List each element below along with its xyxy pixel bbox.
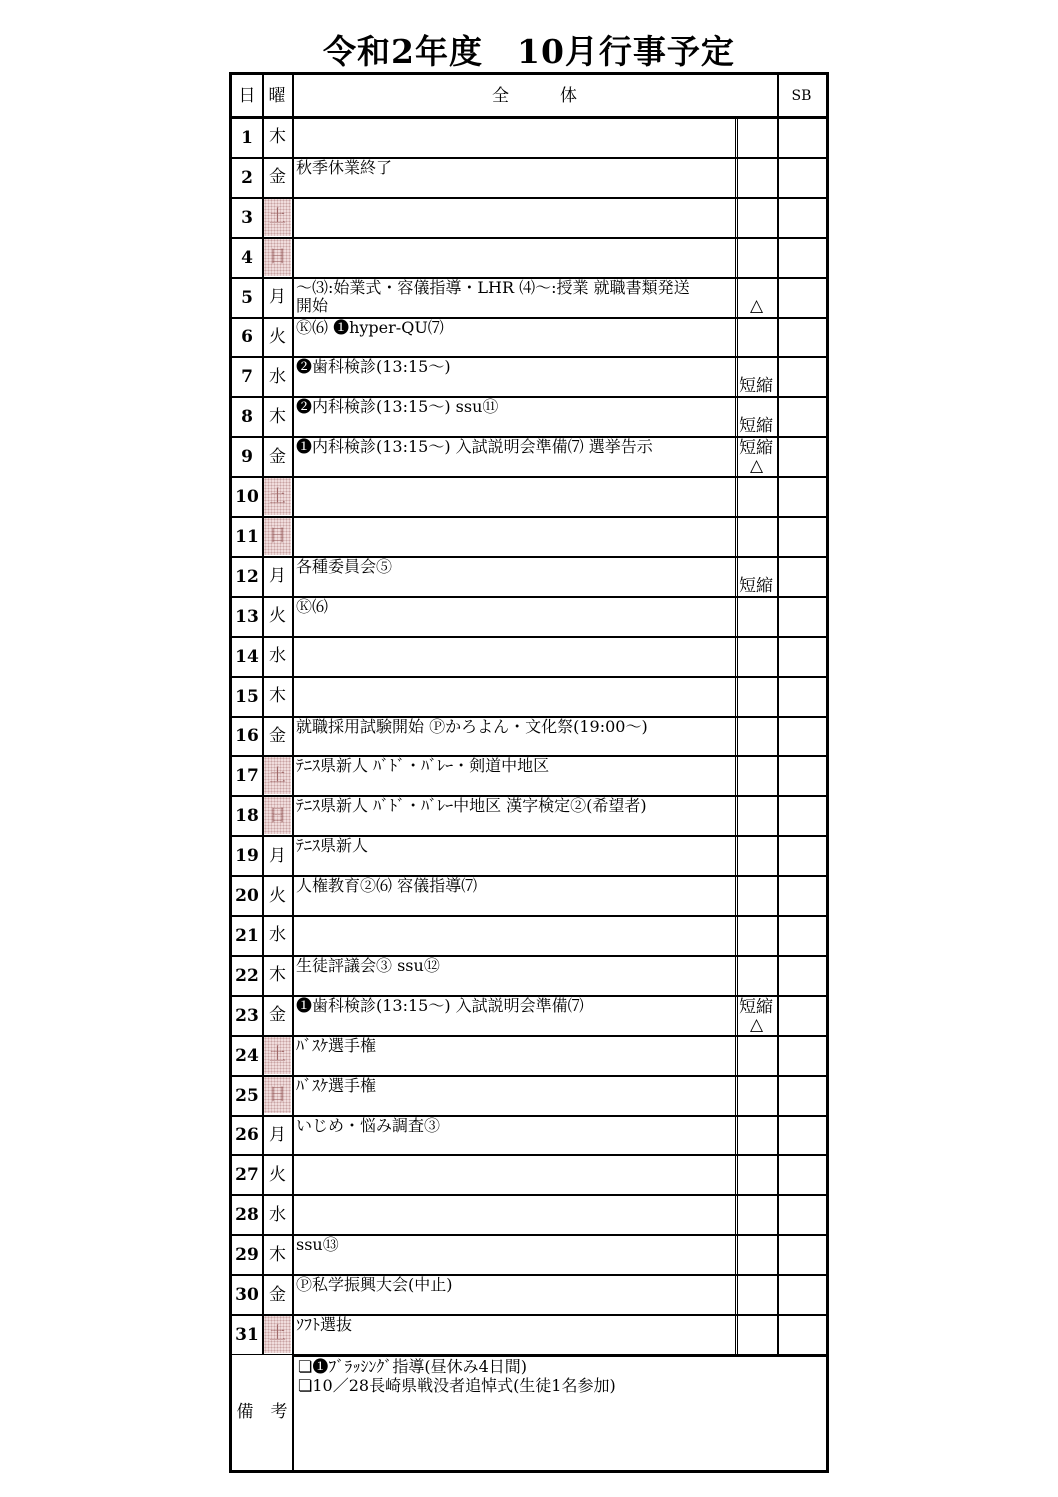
day-number: 26 [235,1125,259,1146]
header-day: 日 [238,85,256,106]
sb-cell [779,677,826,717]
sb-cell [779,118,826,158]
day-number: 31 [235,1324,259,1345]
weekday-cell: 水 [269,646,286,667]
status-mark [737,597,776,637]
sb-cell [779,717,826,757]
day-number: 9 [241,447,253,468]
sb-cell [779,397,826,437]
day-number: 23 [235,1005,259,1026]
sb-cell [779,836,826,876]
mark-line: 短縮 [739,996,773,1017]
weekday-cell: 火 [269,326,286,347]
event-text [294,477,734,517]
sb-cell [779,916,826,956]
remarks-list [294,1355,824,1466]
sb-cell [779,517,826,557]
sb-cell [779,437,826,477]
status-mark [737,437,776,477]
sb-cell [779,1036,826,1076]
day-number: 21 [235,925,259,946]
day-number: 19 [235,846,259,867]
weekday-cell: 水 [269,925,286,946]
weekday-cell: 土 [264,478,291,515]
mark-column-divider [735,118,738,1355]
status-mark [737,238,776,278]
status-mark [737,1116,776,1156]
weekday-cell: 日 [264,797,291,834]
weekday-cell: 金 [269,167,286,188]
status-mark [737,1076,776,1116]
day-number: 6 [241,327,253,348]
event-text: 各種委員会⑤ [296,556,393,576]
event-text: 秋季休業終了 [296,157,393,177]
event-text: ❶歯科検診(13:15～) 入試説明会準備⑺ [296,995,584,1015]
day-number: 18 [235,806,259,827]
sb-cell [779,996,826,1036]
event-text: ﾃﾆｽ県新人 [296,836,369,856]
status-mark [737,1235,776,1275]
weekday-cell: 木 [269,127,286,148]
sb-cell [779,597,826,637]
sb-cell [779,278,826,318]
weekday-cell: 土 [264,1037,291,1074]
event-text: Ⓚ⑹ [296,596,329,616]
status-mark [737,836,776,876]
status-mark [737,517,776,557]
day-number: 29 [235,1245,259,1266]
day-number: 8 [241,407,253,428]
header-whole: 全 体 [492,85,577,106]
status-mark [737,118,776,158]
event-text [294,637,734,677]
status-mark [737,1275,776,1315]
weekday-cell: 木 [269,965,286,986]
sb-cell [779,1275,826,1315]
sb-cell [779,158,826,198]
weekday-cell: 水 [269,1204,286,1225]
day-number: 22 [235,965,259,986]
event-text [294,118,734,158]
weekday-cell: 日 [264,1077,291,1114]
event-text: Ⓟ私学振興大会(中止) [296,1275,453,1295]
sb-cell [779,1116,826,1156]
mark-line: 短縮 [739,416,773,437]
weekday-cell: 木 [269,1244,286,1265]
schedule-table [229,72,829,1473]
status-mark [737,158,776,198]
sb-cell [779,756,826,796]
event-text: ﾊﾞｽｹ選手権 [296,1035,377,1055]
status-mark [737,198,776,238]
column-divider [292,75,294,1470]
weekday-cell: 日 [264,239,291,276]
day-number: 13 [235,606,259,627]
event-text: いじめ・悩み調査③ [296,1115,441,1135]
weekday-cell: 火 [269,885,286,906]
status-mark [737,357,776,397]
mark-line: 短縮 [739,438,773,459]
column-divider [262,75,264,1355]
weekday-cell: 火 [269,1164,286,1185]
mark-line: △ [749,296,764,317]
status-mark [737,1155,776,1195]
event-text [294,517,734,557]
sb-cell [779,238,826,278]
day-number: 4 [241,247,253,268]
weekday-cell: 金 [269,1284,286,1305]
day-number: 25 [235,1085,259,1106]
event-text: ｿﾌﾄ選抜 [296,1315,353,1334]
event-text: 就職採用試験開始 Ⓟかろよん・文化祭(19:00～) [296,716,648,736]
sb-cell [779,876,826,916]
day-number: 16 [235,726,259,747]
event-text [294,1155,734,1195]
day-number: 28 [235,1205,259,1226]
event-text [294,1195,734,1235]
sb-cell [779,1076,826,1116]
remark-item: ❏10／28長崎県戦没者追悼式(生徒1名参加) [298,1375,616,1395]
weekday-cell: 金 [269,1005,286,1026]
status-mark [737,637,776,677]
status-mark [737,717,776,757]
event-text: ❶内科検診(13:15～) 入試説明会準備⑺ 選挙告示 [296,437,653,457]
weekday-cell: 土 [264,199,291,236]
sb-cell [779,1195,826,1235]
mark-line: △ [749,1014,764,1035]
status-mark [737,318,776,358]
status-mark [737,876,776,916]
sb-cell [779,557,826,597]
day-number: 20 [235,886,259,907]
weekday-cell: 木 [269,406,286,427]
day-number: 11 [235,526,259,547]
day-number: 24 [235,1045,259,1066]
sb-cell [779,357,826,397]
status-mark [737,1195,776,1235]
sb-cell [779,637,826,677]
remark-item: ❏❶ﾌﾞﾗｯｼﾝｸﾞ指導(昼休み4日間) [298,1356,528,1376]
day-number: 15 [235,686,259,707]
mark-line: △ [749,456,764,477]
status-mark [737,956,776,996]
day-number: 7 [241,367,253,388]
sb-cell [779,198,826,238]
status-mark [737,278,776,318]
day-number: 2 [241,167,253,188]
remarks-label: 備 考 [232,1355,292,1470]
status-mark [737,1036,776,1076]
weekday-cell: 土 [264,757,291,794]
status-mark [737,796,776,836]
event-text [294,198,734,238]
event-text: ﾃﾆｽ県新人 ﾊﾞﾄﾞ・ﾊﾞﾚｰ・剣道中地区 [296,756,550,776]
status-mark [737,996,776,1036]
day-number: 5 [241,287,253,308]
weekday-cell: 火 [269,606,286,627]
status-mark [737,557,776,597]
event-text: ﾃﾆｽ県新人 ﾊﾞﾄﾞ・ﾊﾞﾚｰ中地区 漢字検定②(希望者) [296,796,647,816]
status-mark [737,756,776,796]
event-text: Ⓚ⑹ ❶hyper-QU⑺ [296,317,444,337]
weekday-cell: 月 [269,845,286,866]
status-mark [737,1315,776,1355]
weekday-cell: 土 [264,1316,291,1353]
event-text: ～⑶:始業式・容儀指導・LHR ⑷～:授業 就職書類発送 開始 [296,277,690,315]
event-text: ﾊﾞｽｹ選手権 [296,1075,377,1095]
day-number: 1 [241,127,253,148]
sb-cell [779,1155,826,1195]
event-text [294,677,734,717]
day-number: 30 [235,1285,259,1306]
day-number: 17 [235,766,259,787]
event-text [294,916,734,956]
weekday-cell: 金 [269,725,286,746]
event-text [294,238,734,278]
event-text: ❷歯科検診(13:15～) [296,357,451,377]
status-mark [737,677,776,717]
header-weekday: 曜 [268,85,286,106]
day-number: 12 [235,566,259,587]
weekday-cell: 月 [269,287,286,308]
status-mark [737,916,776,956]
sb-cell [779,477,826,517]
sb-cell [779,796,826,836]
sb-cell [779,1315,826,1355]
mark-line: 短縮 [739,575,773,596]
weekday-cell: 月 [269,1124,286,1145]
header-sb: SB [791,87,812,104]
status-mark [737,477,776,517]
event-text: ssu⑬ [296,1235,339,1255]
day-number: 27 [235,1165,259,1186]
sb-cell [779,318,826,358]
weekday-cell: 木 [269,686,286,707]
status-mark [737,397,776,437]
mark-line: 短縮 [739,376,773,397]
day-number: 3 [241,207,253,228]
weekday-cell: 日 [264,518,291,555]
day-number: 10 [235,487,259,508]
column-divider [777,75,779,1355]
event-text: ❷内科検診(13:15～) ssu⑪ [296,397,499,417]
sb-cell [779,1235,826,1275]
day-number: 14 [235,646,259,667]
sb-cell [779,956,826,996]
event-text: 生徒評議会③ ssu⑫ [296,955,440,975]
weekday-cell: 月 [269,566,286,587]
event-text: 人権教育②⑹ 容儀指導⑺ [296,876,478,896]
weekday-cell: 金 [269,446,286,467]
page-title: 令和2年度 10月行事予定 [323,32,735,71]
weekday-cell: 水 [269,366,286,387]
